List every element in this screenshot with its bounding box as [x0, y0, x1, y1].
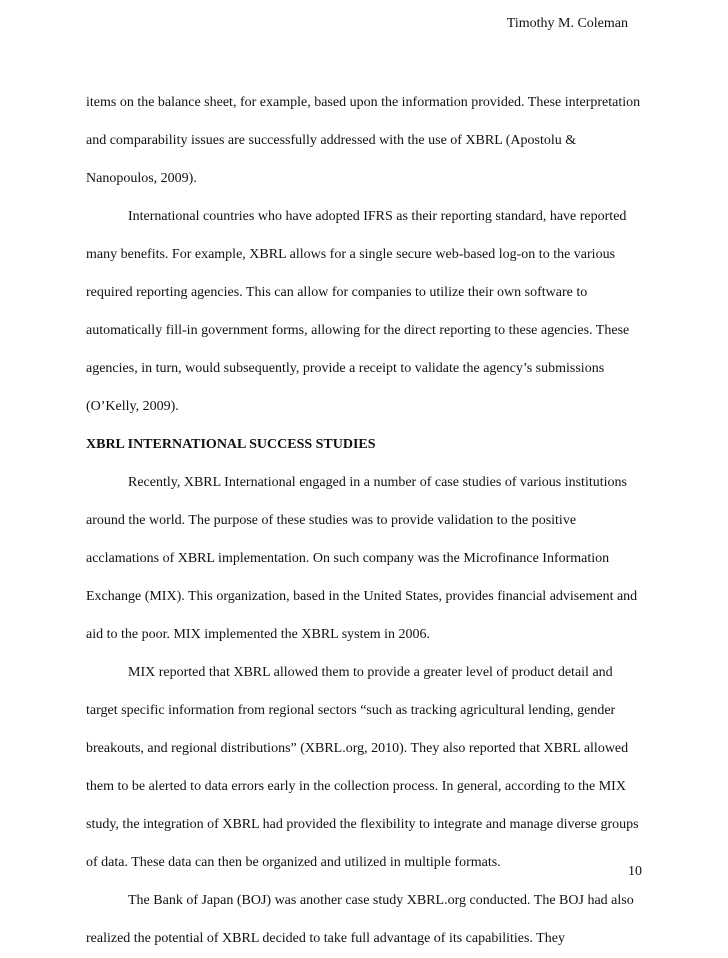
- paragraph-ifrs-benefits: International countries who have adopted IFRS as their reporting standard, have reported many benefits. For example, XBRL allows for a single secure web-based log-on to the various required reporting agencies. This can allow for companies to utilize their own software to automatically fill-in government forms, allowing for the direct reporting to these agencies. These agencies, in turn, would subsequently, provide a receipt to validate the agency’s submissions (O’Kelly, 2009).: [86, 209, 630, 414]
- paragraph-case-studies: Recently, XBRL International engaged in a number of case studies of various institutions around the world. The purpose of these studies was to provide validation to the positive acclamations of XBRL implementation. On such company was the Microfinance Information Exchange (MIX). This organization, based in the United States, provides financial advisement and aid to the poor. MIX implemented the XBRL system in 2006.: [86, 475, 638, 642]
- document-body: [86, 84, 646, 958]
- paragraph-boj: The Bank of Japan (BOJ) was another case study XBRL.org conducted. The BOJ had also realized the potential of XBRL decided to take full advantage of its capabilities. They: [86, 893, 634, 946]
- paragraph-continuation: items on the balance sheet, for example, based upon the information provided. These interpretation and comparability issues are successfully addressed with the use of XBRL (Apostolu & Nanopoulos, 2009).: [86, 95, 641, 186]
- section-heading: XBRL INTERNATIONAL SUCCESS STUDIES: [86, 437, 376, 452]
- page-number: 10: [628, 864, 642, 879]
- running-header-author: Timothy M. Coleman: [506, 16, 628, 31]
- paragraph-mix-report: MIX reported that XBRL allowed them to provide a greater level of product detail and target specific information from regional sectors “such as tracking agricultural lending, gender breakouts, and regional distributions” (XBRL.org, 2010). They also reported that XBRL allowed them to be alerted to data errors early in the collection process. In general, according to the MIX study, the integration of XBRL had provided the flexibility to integrate and manage diverse groups of data. These data can then be organized and utilized in multiple formats.: [86, 665, 639, 870]
